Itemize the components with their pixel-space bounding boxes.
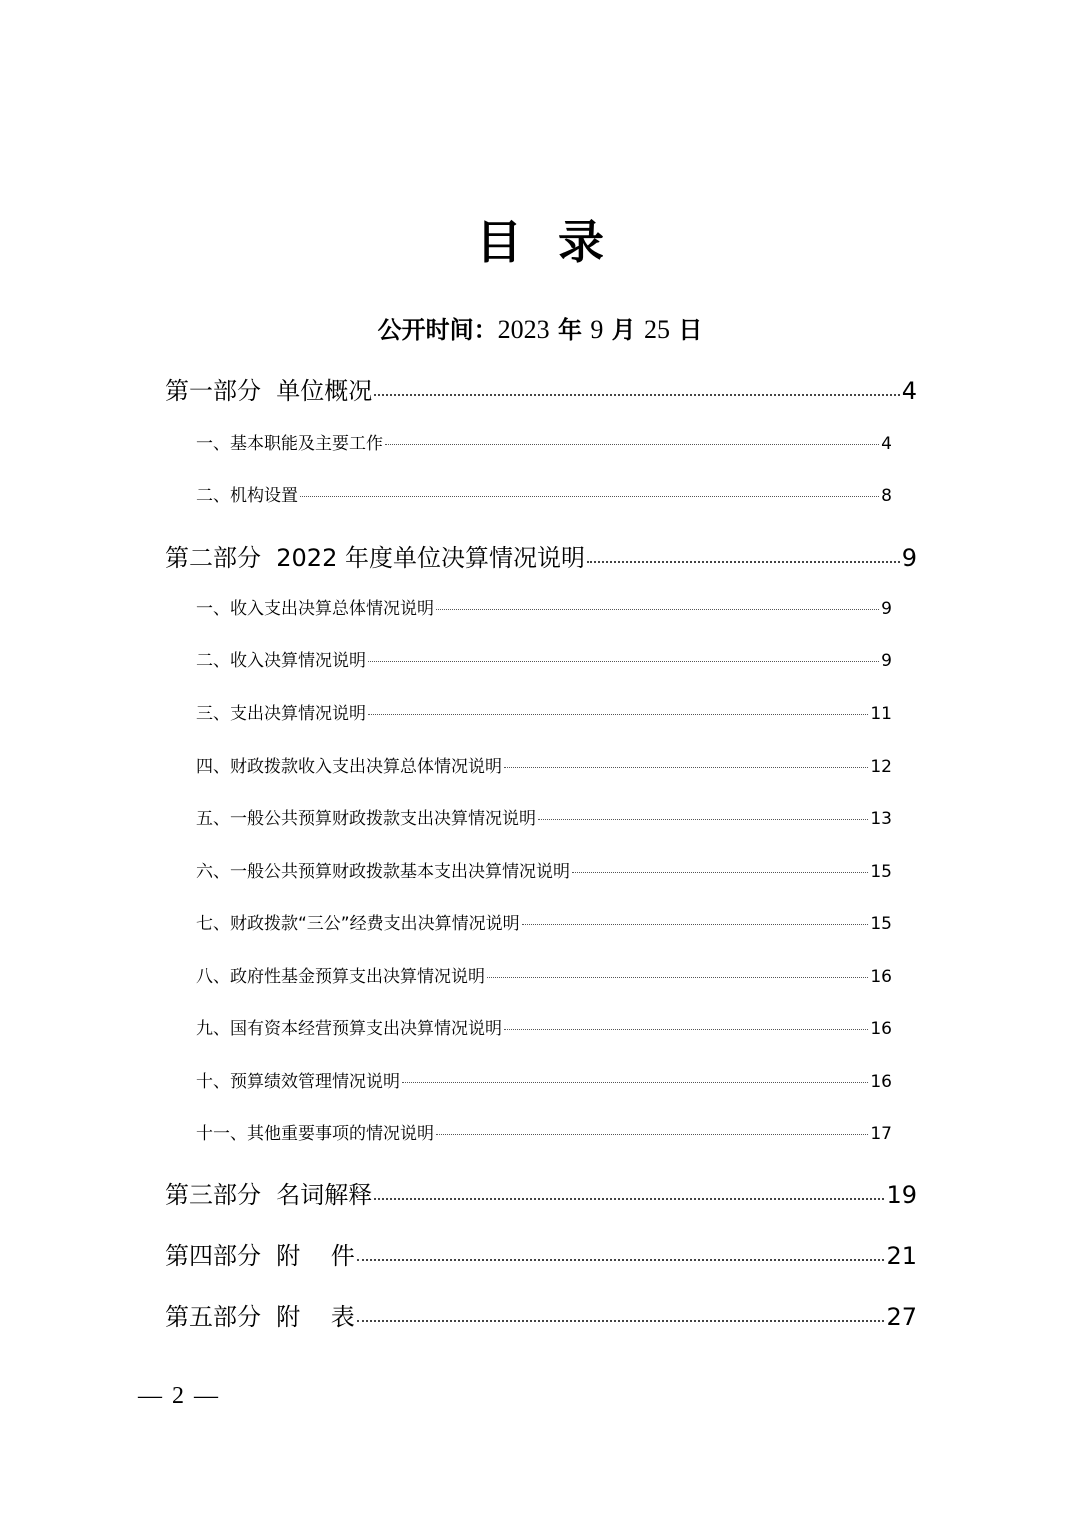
toc-dot-leader [436, 609, 879, 610]
toc-entry-page: 13 [870, 809, 892, 829]
publish-year-unit: 年 [557, 316, 582, 344]
toc-dot-leader [504, 1029, 868, 1030]
toc-entry-page: 4 [881, 434, 892, 454]
toc-entry-label: 第三部分 名词解释 [165, 1181, 373, 1209]
toc-entry-label: 五、一般公共预算财政拨款支出决算情况说明 [196, 809, 536, 829]
toc-entry[interactable] [196, 701, 892, 727]
toc-entry[interactable] [165, 1300, 917, 1334]
toc-dot-leader [357, 1320, 885, 1322]
toc-entry-page: 12 [870, 757, 892, 777]
publish-day-unit: 日 [678, 316, 703, 344]
toc-entry-label: 第二部分 2022 年度单位决算情况说明 [165, 544, 585, 572]
page-title: 目录 [476, 215, 640, 269]
toc-entry-page: 16 [870, 967, 892, 987]
page-number-footer: — 2 — [138, 1383, 220, 1409]
toc-entry-page: 9 [881, 599, 892, 619]
toc-entry[interactable] [165, 374, 917, 408]
toc-dot-leader [357, 1259, 885, 1261]
toc-entry-page: 17 [870, 1124, 892, 1144]
toc-dot-leader [572, 872, 868, 873]
toc-entry-page: 16 [870, 1019, 892, 1039]
toc-entry-page: 8 [881, 486, 892, 506]
toc-dot-leader [300, 496, 879, 497]
toc-dot-leader [587, 561, 900, 563]
toc-entry[interactable] [196, 1016, 892, 1042]
toc-entry-label: 九、国有资本经营预算支出决算情况说明 [196, 1019, 502, 1039]
toc-entry-page: 16 [870, 1072, 892, 1092]
toc-entry-label: 十、预算绩效管理情况说明 [196, 1072, 400, 1092]
toc-entry-label: 第五部分 附 表 [165, 1303, 355, 1331]
toc-entry[interactable] [196, 859, 892, 885]
toc-dot-leader [487, 977, 868, 978]
toc-entry[interactable] [196, 648, 892, 674]
toc-entry-label: 一、收入支出决算总体情况说明 [196, 599, 434, 619]
toc-entry-page: 21 [886, 1242, 917, 1270]
publish-year: 2023 [497, 315, 550, 344]
toc-entry-label: 六、一般公共预算财政拨款基本支出决算情况说明 [196, 862, 570, 882]
publish-date [0, 313, 1080, 347]
toc-dot-leader [368, 661, 879, 662]
toc-entry[interactable] [196, 431, 892, 457]
toc-entry[interactable] [196, 806, 892, 832]
toc-entry-page: 11 [870, 704, 892, 724]
toc-entry-page: 27 [886, 1303, 917, 1331]
toc-entry[interactable] [196, 754, 892, 780]
publish-month-unit: 月 [611, 316, 636, 344]
toc-entry[interactable] [196, 964, 892, 990]
toc-dot-leader [374, 394, 899, 396]
publish-month: 9 [590, 315, 604, 344]
toc-entry-page: 4 [901, 377, 917, 405]
toc-dot-leader [522, 924, 869, 925]
toc-entry-label: 八、政府性基金预算支出决算情况说明 [196, 967, 485, 987]
toc-entry-page: 15 [870, 914, 892, 934]
toc-entry-label: 七、财政拨款“三公”经费支出决算情况说明 [196, 914, 520, 934]
toc-entry-page: 9 [881, 651, 892, 671]
publish-date-prefix: 公开时间： [377, 316, 498, 344]
publish-day: 25 [644, 315, 671, 344]
toc-entry-label: 三、支出决算情况说明 [196, 704, 366, 724]
toc-dot-leader [436, 1134, 868, 1135]
toc-entry[interactable] [196, 1069, 892, 1095]
toc-entry-label: 第四部分 附 件 [165, 1242, 355, 1270]
toc-entry-label: 二、机构设置 [196, 486, 298, 506]
toc-entry[interactable] [196, 1121, 892, 1147]
toc-dot-leader [402, 1082, 868, 1083]
toc-entry[interactable] [196, 596, 892, 622]
toc-dot-leader [385, 444, 879, 445]
toc-dot-leader [374, 1198, 884, 1200]
toc-entry-page: 19 [886, 1181, 917, 1209]
toc-entry-label: 一、基本职能及主要工作 [196, 434, 383, 454]
toc-entry-label: 第一部分 单位概况 [165, 377, 373, 405]
toc-entry-label: 十一、其他重要事项的情况说明 [196, 1124, 434, 1144]
toc-dot-leader [538, 819, 868, 820]
toc-entry[interactable] [196, 911, 892, 937]
toc-entry[interactable] [165, 1178, 917, 1212]
toc-entry-page: 15 [870, 862, 892, 882]
toc-entry-page: 9 [901, 544, 917, 572]
toc-entry-label: 四、财政拨款收入支出决算总体情况说明 [196, 757, 502, 777]
toc-entry[interactable] [165, 541, 917, 575]
toc-dot-leader [368, 714, 868, 715]
toc-entry-label: 二、收入决算情况说明 [196, 651, 366, 671]
toc-dot-leader [504, 767, 868, 768]
toc-entry[interactable] [196, 483, 892, 509]
toc-entry[interactable] [165, 1239, 917, 1273]
